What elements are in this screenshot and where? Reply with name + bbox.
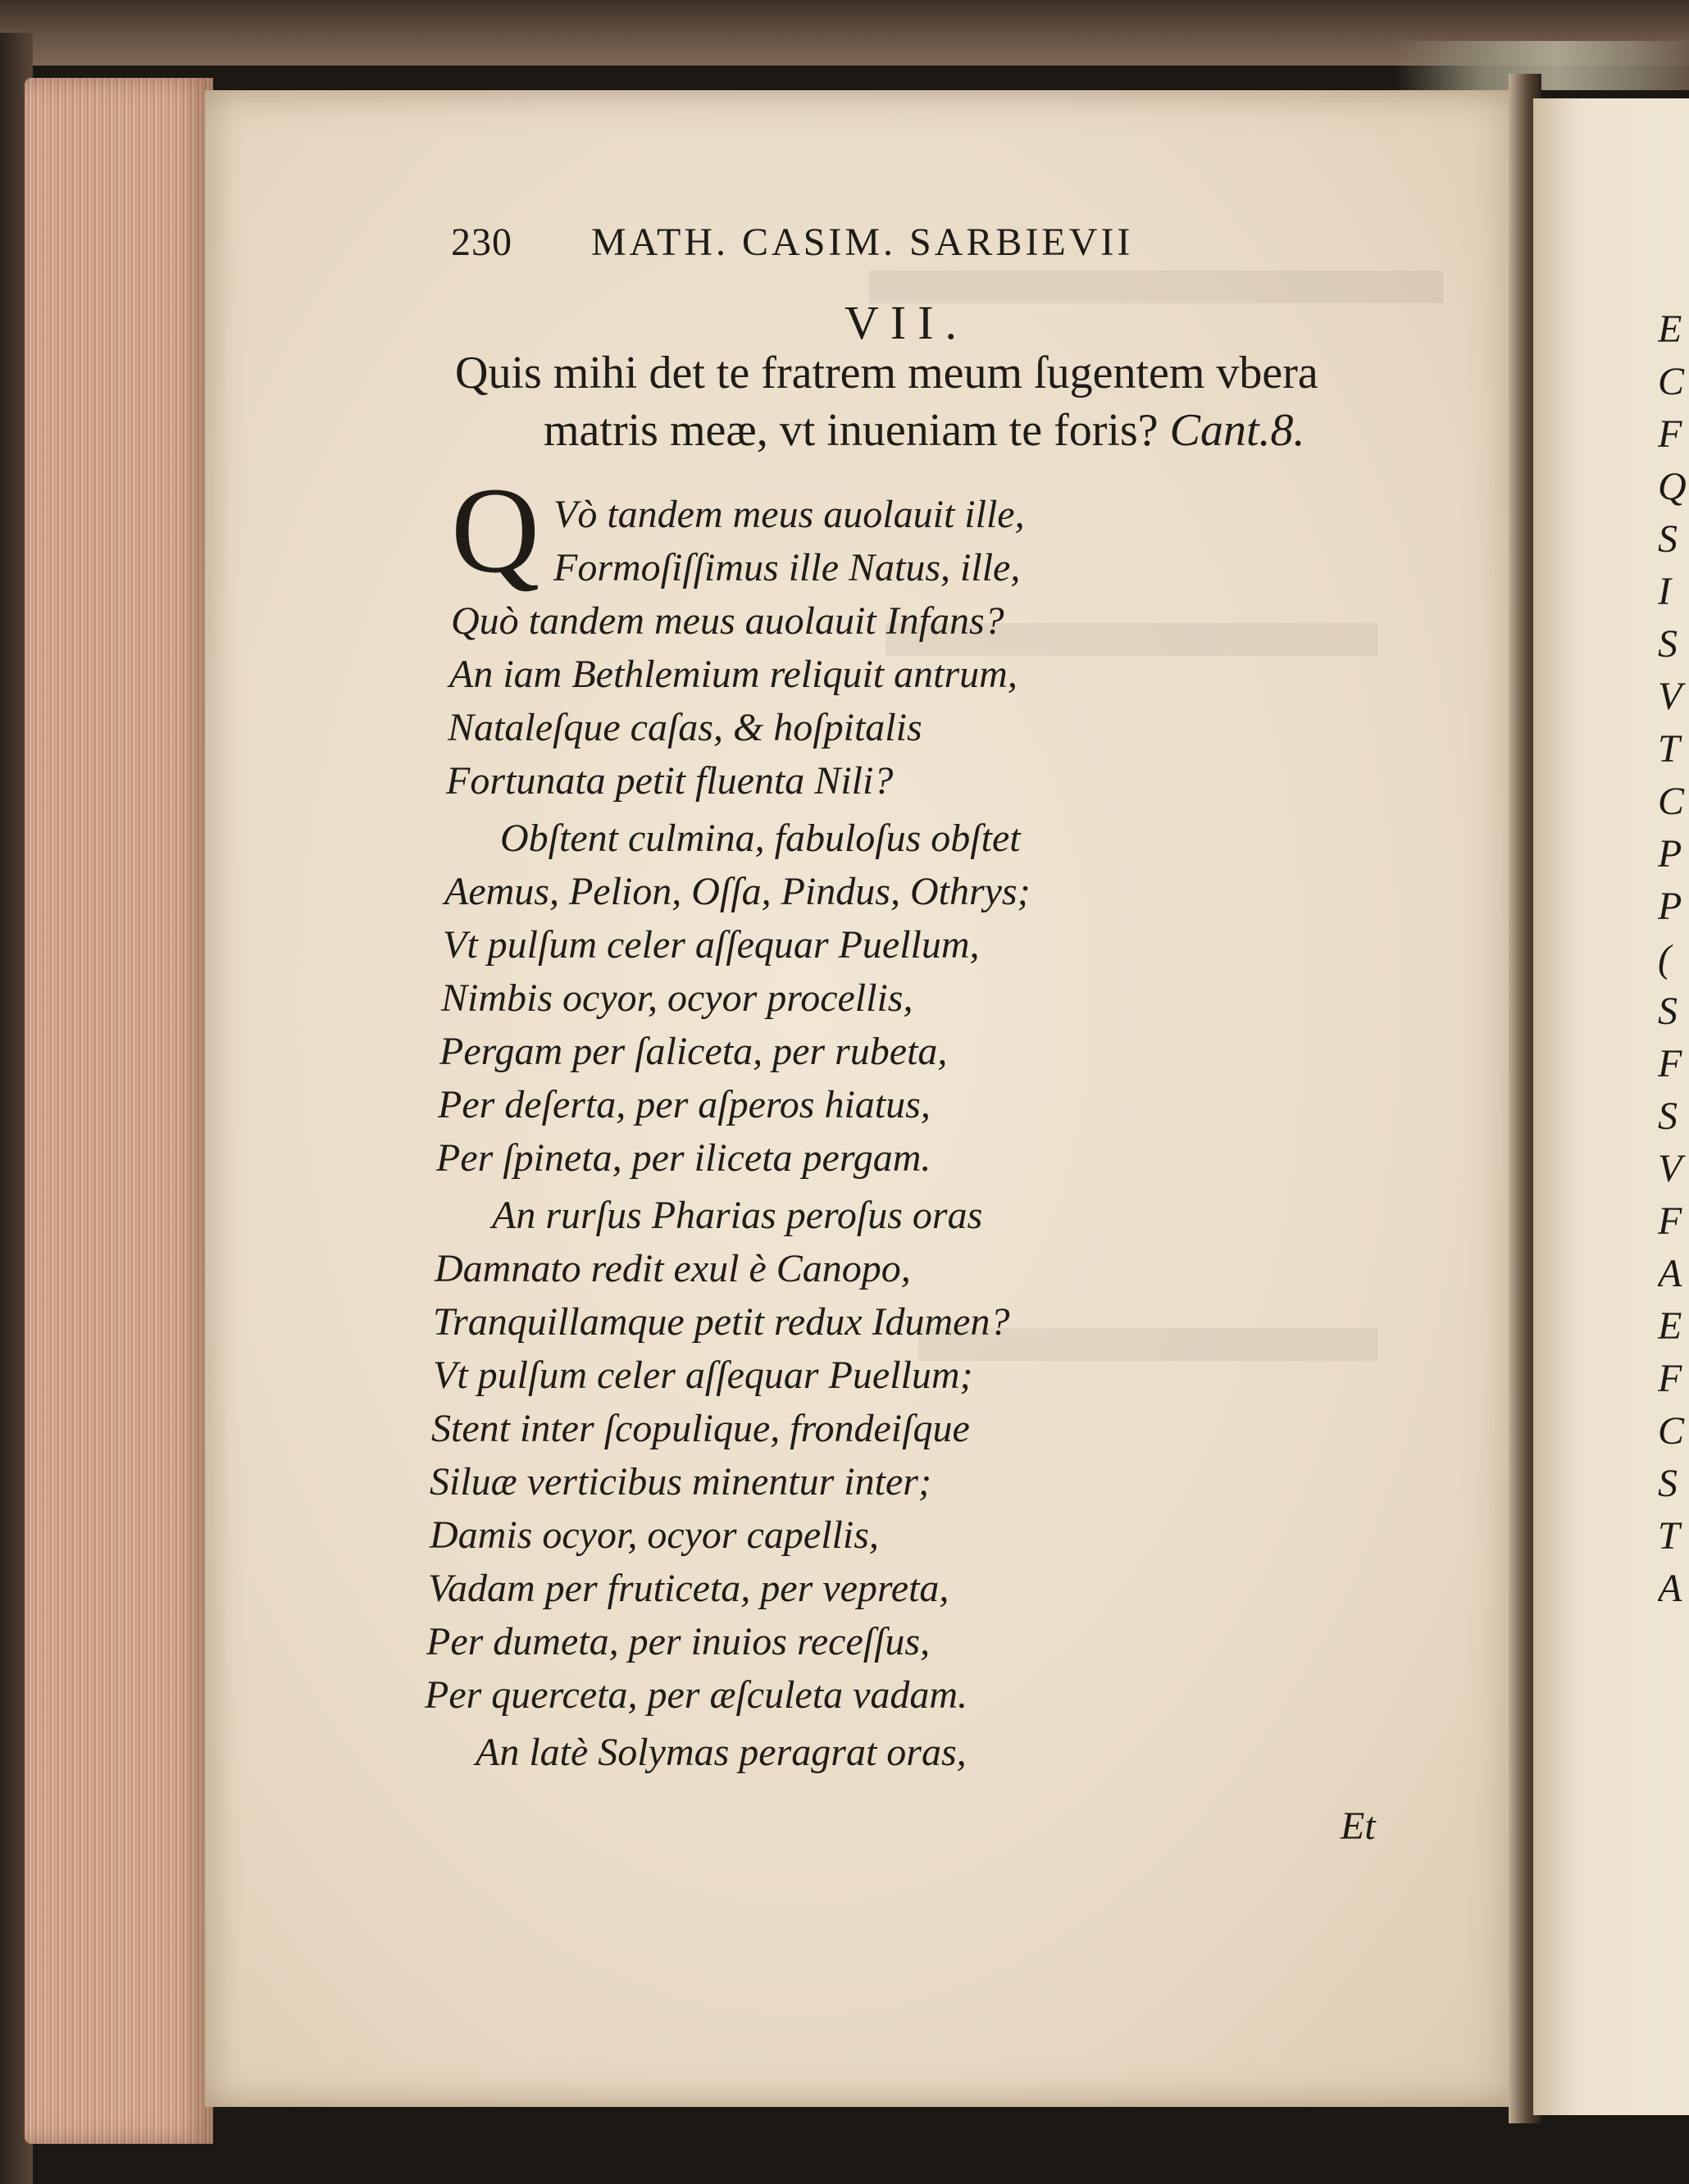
- right-letter: F: [1658, 1357, 1682, 1400]
- poem-line: Stent inter ſcopulique, frondeiſque: [431, 1407, 970, 1450]
- poem-line: Vt pulſum celer aſſequar Puellum;: [433, 1354, 973, 1397]
- poem-line: Tranquillamque petit redux Idumen?: [433, 1300, 1010, 1344]
- right-letter: P: [1658, 832, 1682, 876]
- right-page-letters: [1658, 303, 1689, 1615]
- page-number: 230: [451, 221, 512, 264]
- epigraph-citation: Cant.8.: [1169, 405, 1305, 456]
- poem-line: Damis ocyor, ocyor capellis,: [430, 1513, 879, 1557]
- poem-line: Formoſiſſimus ille Natus, ille,: [553, 546, 1021, 589]
- right-letter: T: [1658, 1514, 1680, 1558]
- right-letter: V: [1658, 1147, 1682, 1190]
- poem-line: Pergam per ſaliceta, per rubeta,: [439, 1030, 948, 1073]
- poem-line: Vadam per fruticeta, per vepreta,: [428, 1567, 949, 1610]
- drop-cap: Q: [451, 462, 540, 598]
- right-letter: F: [1658, 412, 1682, 456]
- catchword: Et: [1341, 1804, 1376, 1848]
- running-head: [451, 220, 1133, 265]
- right-letter: F: [1658, 1199, 1682, 1243]
- right-letter: F: [1658, 1042, 1682, 1085]
- spine-wear: [1394, 41, 1689, 90]
- poem-line: Quò tandem meus auolauit Infans?: [451, 599, 1004, 643]
- poem-line: Aemus, Pelion, Oſſa, Pindus, Othrys;: [444, 870, 1031, 913]
- epigraph: [455, 344, 1439, 459]
- section-heading: VII.: [844, 296, 969, 349]
- poem-line: An rurſus Pharias peroſus oras: [492, 1194, 983, 1237]
- epigraph-line-1: Quis mihi det te fratrem meum ſugentem vbera: [455, 348, 1318, 398]
- right-letter: C: [1658, 780, 1685, 823]
- right-letter: V: [1658, 675, 1682, 718]
- right-letter: A: [1658, 1567, 1682, 1610]
- poem-line: An iam Bethlemium reliquit antrum,: [449, 653, 1017, 696]
- right-letter: T: [1658, 727, 1680, 771]
- right-letter: S: [1658, 1094, 1678, 1138]
- right-letter: C: [1658, 360, 1685, 403]
- right-letter: A: [1658, 1252, 1682, 1295]
- poem-line: Nataleſque caſas, & hoſpitalis: [448, 706, 922, 749]
- poem-line: Per deſerta, per aſperos hiatus,: [438, 1083, 931, 1126]
- poem-line: Siluæ verticibus minentur inter;: [430, 1460, 931, 1504]
- poem-line: Per querceta, per æſculeta vadam.: [425, 1673, 968, 1717]
- running-head-title: MATH. CASIM. SARBIEVII: [591, 221, 1134, 264]
- right-letter: C: [1658, 1409, 1685, 1453]
- right-letter: Q: [1658, 465, 1687, 508]
- right-letter: S: [1658, 990, 1678, 1033]
- right-letter: (: [1658, 937, 1671, 981]
- right-letter: S: [1658, 622, 1678, 666]
- poem-line: Nimbis ocyor, ocyor procellis,: [441, 976, 913, 1020]
- right-letter: S: [1658, 1462, 1678, 1505]
- poem-line: Vò tandem meus auolauit ille,: [553, 493, 1025, 536]
- right-letter: S: [1658, 517, 1678, 561]
- right-letter: P: [1658, 885, 1682, 928]
- poem-line: Per ſpineta, per iliceta pergam.: [436, 1136, 931, 1180]
- page-edges: [25, 78, 213, 2144]
- poem-line: Fortunata petit fluenta Nili?: [446, 759, 894, 803]
- poem-line: Obſtent culmina, fabuloſus obſtet: [500, 817, 1021, 860]
- right-letter: I: [1658, 570, 1671, 613]
- right-letter: E: [1658, 1304, 1682, 1348]
- poem-line: Vt pulſum celer aſſequar Puellum,: [443, 923, 980, 967]
- poem-line: Damnato redit exul è Canopo,: [435, 1247, 911, 1290]
- poem-line: Per dumeta, per inuios receſſus,: [426, 1620, 931, 1663]
- epigraph-line-2: matris meæ, vt inueniam te foris?: [544, 405, 1159, 456]
- right-letter: E: [1658, 307, 1682, 351]
- poem-line: An latè Solymas peragrat oras,: [476, 1731, 967, 1774]
- epigraph-line-2-wrap: [455, 402, 1439, 459]
